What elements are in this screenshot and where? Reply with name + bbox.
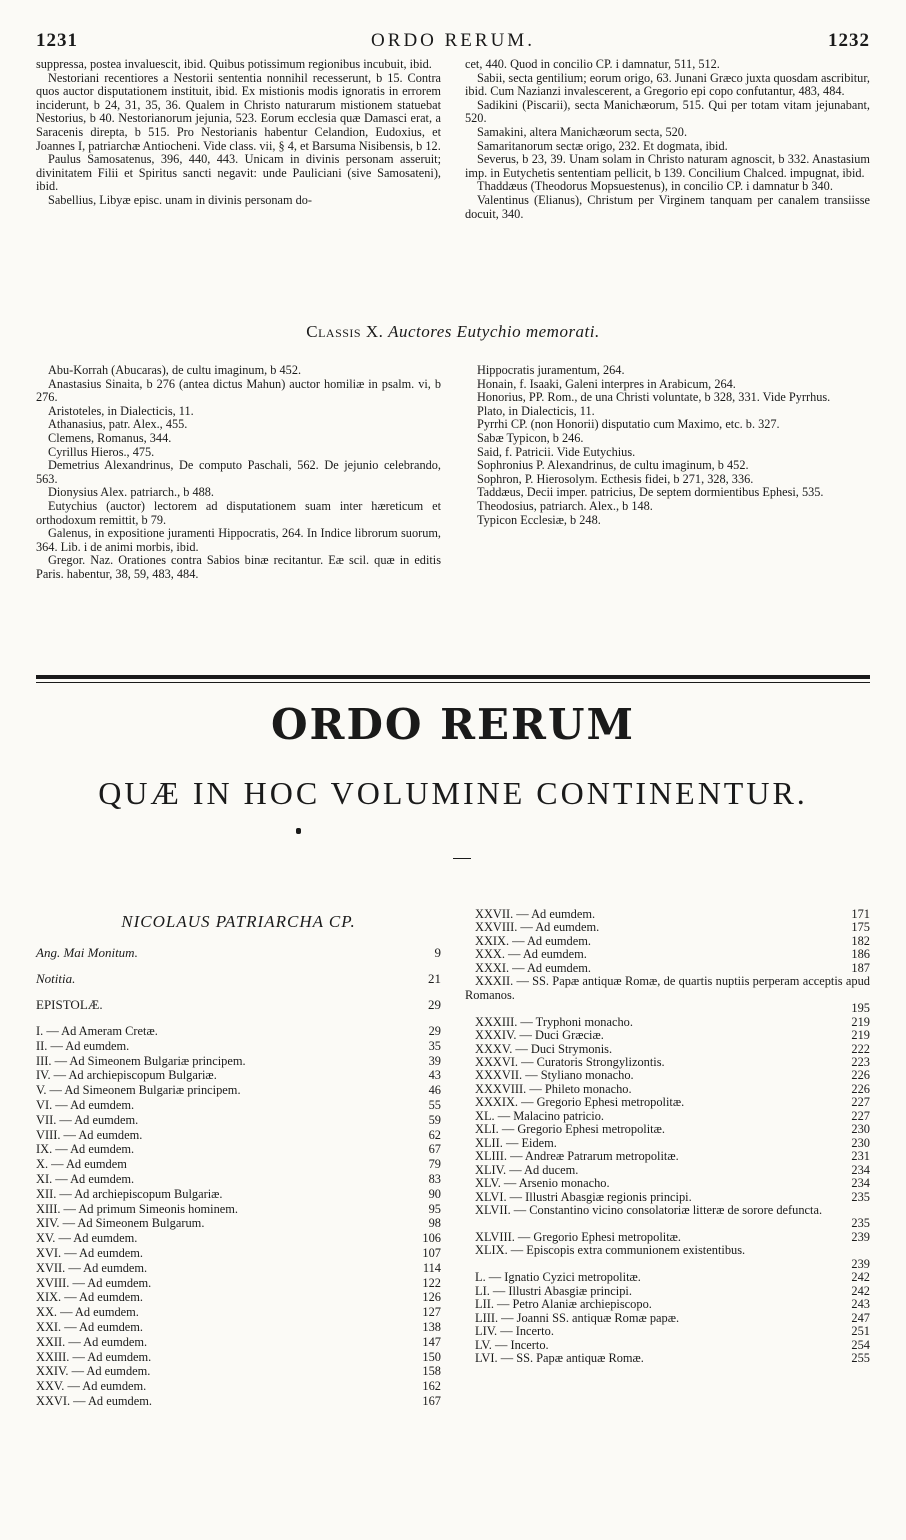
toc-entry-label: XLII. — Eidem. bbox=[475, 1135, 557, 1150]
toc-entry-page: 254 bbox=[851, 1337, 870, 1352]
toc-entry-page: 107 bbox=[422, 1245, 441, 1260]
toc-entry bbox=[36, 1187, 441, 1202]
index-entry: Thaddæus (Theodorus Mopsuestenus), in concilio CP. i damnatur b 340. bbox=[477, 179, 833, 194]
toc-entry bbox=[465, 1069, 870, 1082]
toc-entry bbox=[465, 1325, 870, 1338]
toc-entry bbox=[36, 1379, 441, 1394]
toc-entry-label: XXVII. — Ad eumdem. bbox=[475, 907, 596, 921]
author-entry: Dionysius Alex. patriarch., b 488. bbox=[48, 485, 214, 500]
toc-entry-label: XLIII. — Andreæ Patrarum metropolitæ. bbox=[475, 1149, 679, 1164]
toc-entry bbox=[465, 1298, 870, 1311]
toc-entry bbox=[36, 1128, 441, 1143]
toc-entry-label: XI. — Ad eumdem. bbox=[36, 1171, 135, 1186]
toc-entry bbox=[36, 1142, 441, 1157]
toc-entry bbox=[36, 940, 441, 966]
toc-entry bbox=[36, 1276, 441, 1291]
toc-entry-label: XXXIII. — Tryphoni monacho. bbox=[475, 1014, 633, 1029]
toc-entry-label: XXXVI. — Curatoris Strongylizontis. bbox=[475, 1054, 665, 1069]
toc-entry-page: 9 bbox=[434, 945, 441, 960]
toc-entry-page: 158 bbox=[422, 1364, 441, 1379]
author-entry: Eutychius (auctor) lectorem ad disputationem suam inter hæreticum et orthodoxum remittit, b 79. bbox=[36, 498, 441, 527]
author-entry: Taddæus, Decii imper. patricius, De septem dormientibus Ephesi, 535. bbox=[477, 485, 824, 500]
toc-entry-page: 167 bbox=[422, 1393, 441, 1408]
toc-entry-label: XLV. — Arsenio monacho. bbox=[475, 1176, 610, 1191]
toc-entry bbox=[465, 1339, 870, 1352]
toc-entry bbox=[465, 921, 870, 934]
toc-entry-page: 147 bbox=[422, 1334, 441, 1349]
toc-entry-page: 62 bbox=[428, 1127, 441, 1142]
toc-entry-page: 59 bbox=[428, 1112, 441, 1127]
toc-entry-label: I. — Ad Ameram Cretæ. bbox=[36, 1024, 158, 1038]
toc-entry bbox=[36, 1246, 441, 1261]
running-title: ORDO RERUM. bbox=[371, 30, 535, 51]
toc-entry-page: 186 bbox=[851, 947, 870, 962]
classis-label: Classis X. bbox=[306, 322, 384, 341]
toc-entry-label: V. — Ad Simeonem Bulgariæ principem. bbox=[36, 1083, 241, 1098]
toc-entry bbox=[36, 1320, 441, 1335]
author-entry: Demetrius Alexandrinus, De computo Paschali, 562. De jejunio celebrando, 563. bbox=[36, 458, 441, 486]
section-divider-thick bbox=[36, 675, 870, 679]
toc-entry-page: 247 bbox=[851, 1310, 870, 1325]
toc-entry-label: XXIX. — Ad eumdem. bbox=[475, 933, 591, 948]
section-divider-thin bbox=[36, 682, 870, 683]
toc-entry-label: XVII. — Ad eumdem. bbox=[36, 1260, 148, 1275]
toc-entry-label: XLVIII. — Gregorio Ephesi metropolitæ. bbox=[475, 1229, 682, 1244]
toc-entry-label: XXXIX. — Gregorio Ephesi metropolitæ. bbox=[475, 1095, 685, 1110]
toc-entry bbox=[465, 962, 870, 975]
toc-entry bbox=[36, 1202, 441, 1217]
author-entry: Anastasius Sinaita, b 276 (antea dictus Mahun) auctor homiliæ in psalm. vi, b 276. bbox=[36, 376, 441, 405]
toc-entry bbox=[465, 1231, 870, 1244]
toc-entry bbox=[36, 1394, 441, 1409]
author-entry: Sophron, P. Hierosolym. Ecthesis fidei, b 271, 328, 336. bbox=[477, 471, 754, 486]
toc-entry-page: 46 bbox=[428, 1083, 441, 1098]
toc-entry-page: 227 bbox=[851, 1108, 870, 1123]
toc-entry-page: 227 bbox=[851, 1095, 870, 1110]
toc-entry-label: XXIV. — Ad eumdem. bbox=[36, 1364, 151, 1379]
index-entry: Sabellius, Libyæ episc. unam in divinis personam do- bbox=[48, 192, 313, 207]
toc-entry-label: XX. — Ad eumdem. bbox=[36, 1305, 139, 1320]
toc-entry-wrapped bbox=[465, 975, 870, 1002]
toc-entry-label: XL. — Malacino patricio. bbox=[475, 1108, 605, 1123]
toc-entry-label: LII. — Petro Alaniæ archiepiscopo. bbox=[475, 1297, 652, 1312]
toc-entry-page: 35 bbox=[428, 1038, 441, 1053]
toc-entry-label: LVI. — SS. Papæ antiquæ Romæ. bbox=[475, 1350, 644, 1365]
author-entry: Typicon Ecclesiæ, b 248. bbox=[477, 512, 601, 527]
toc-entry-label: XXXVIII. — Phileto monacho. bbox=[475, 1081, 632, 1096]
toc-entry bbox=[465, 1164, 870, 1177]
toc-entry-page: 231 bbox=[851, 1149, 870, 1164]
toc-entry bbox=[465, 1056, 870, 1069]
toc-entry-label: VI. — Ad eumdem. bbox=[36, 1097, 135, 1112]
author-entry: Gregor. Naz. Orationes contra Sabios binæ recitantur. Eæ scil. quæ in editis Paris. habentur, 38, 59, 483, 484. bbox=[36, 553, 441, 581]
author-entry: Athanasius, patr. Alex., 455. bbox=[48, 417, 188, 432]
toc-entry-page: 239 bbox=[851, 1256, 870, 1271]
toc-entry bbox=[36, 1350, 441, 1365]
toc-entry bbox=[465, 935, 870, 948]
toc-entry bbox=[465, 1177, 870, 1190]
index-entry: Samakini, altera Manichæorum secta, 520. bbox=[477, 124, 688, 139]
main-subtitle: QUÆ IN HOC VOLUMINE CONTINENTUR. bbox=[98, 775, 808, 811]
toc-entry-label: II. — Ad eumdem. bbox=[36, 1038, 130, 1053]
toc-entry bbox=[465, 1110, 870, 1123]
toc-entry-label: XXI. — Ad eumdem. bbox=[36, 1319, 144, 1334]
toc-entry bbox=[36, 1231, 441, 1246]
toc-entry bbox=[36, 1083, 441, 1098]
toc-entry-label: Notitia. bbox=[36, 971, 76, 986]
toc-entry-page: 21 bbox=[428, 971, 441, 986]
toc-entry-page-line bbox=[465, 1258, 870, 1271]
author-entry: Cyrillus Hieros., 475. bbox=[48, 444, 155, 459]
author-entry: Hippocratis juramentum, 264. bbox=[477, 363, 625, 377]
toc-right-column bbox=[465, 908, 870, 1409]
author-entry: Galenus, in expositione juramenti Hippocratis, 264. In Indice librorum suorum, 364. Lib. i de animi morbis, ibid. bbox=[36, 526, 441, 554]
toc-entry bbox=[36, 1113, 441, 1128]
author-entry: Sophronius P. Alexandrinus, de cultu imaginum, b 452. bbox=[477, 458, 749, 473]
toc-entry bbox=[36, 1172, 441, 1187]
toc-entry bbox=[465, 1029, 870, 1042]
toc-entry-page: 182 bbox=[851, 933, 870, 948]
toc-entry-label: LIII. — Joanni SS. antiquæ Romæ papæ. bbox=[475, 1310, 680, 1325]
toc-entry-page: 219 bbox=[851, 1014, 870, 1029]
toc-entry-label: L. — Ignatio Cyzici metropolitæ. bbox=[475, 1270, 641, 1285]
toc-entry-page: 243 bbox=[851, 1297, 870, 1312]
author-entry: Pyrrhi CP. (non Honorii) disputatio cum Maximo, etc. b. 327. bbox=[477, 417, 780, 432]
table-of-contents bbox=[36, 908, 870, 1409]
toc-entry-page: 29 bbox=[428, 1024, 441, 1038]
toc-entry-page: 55 bbox=[428, 1097, 441, 1112]
index-entry: Sabii, secta gentilium; eorum origo, 63. Junani Græco juxta quosdam ascribitur, ibid. Cum Nazianzi invalescerent, a Gregorio epi copo confutantur, 483, 484. bbox=[465, 70, 870, 99]
index-entry: cet, 440. Quod in concilio CP. i damnatur, 511, 512. bbox=[465, 57, 720, 71]
toc-entry bbox=[465, 1312, 870, 1325]
toc-entry bbox=[36, 1290, 441, 1305]
toc-entry-label: LI. — Illustri Abasgiæ principi. bbox=[475, 1283, 632, 1298]
column-number-left: 1231 bbox=[36, 30, 78, 51]
author-entry: Abu-Korrah (Abucaras), de cultu imaginum, b 452. bbox=[48, 363, 302, 377]
toc-entry-page: 234 bbox=[851, 1162, 870, 1177]
toc-entry-label: Ang. Mai Monitum. bbox=[36, 945, 138, 960]
top-right-column bbox=[465, 58, 870, 221]
toc-entry bbox=[465, 1137, 870, 1150]
author-entry: Plato, in Dialecticis, 11. bbox=[477, 403, 595, 418]
author-entry: Honorius, PP. Rom., de una Christi voluntate, b 328, 331. Vide Pyrrhus. bbox=[477, 390, 831, 405]
toc-entry-text: XXXII. — SS. Papæ antiquæ Romæ, de quartis nuptiis perperam acceptis apud Romanos. bbox=[465, 974, 870, 1002]
author-entry: Honain, f. Isaaki, Galeni interpres in Arabicum, 264. bbox=[477, 376, 736, 391]
toc-entry bbox=[465, 1285, 870, 1298]
toc-entry-wrapped bbox=[465, 1244, 870, 1257]
ornament-dash bbox=[453, 858, 471, 859]
toc-entry-label: XIV. — Ad Simeonem Bulgarum. bbox=[36, 1216, 205, 1231]
toc-entry bbox=[465, 1123, 870, 1136]
toc-entry-page: 235 bbox=[851, 1216, 870, 1231]
toc-entry-label: XXII. — Ad eumdem. bbox=[36, 1334, 148, 1349]
toc-entry bbox=[36, 1216, 441, 1231]
toc-entry-page: 98 bbox=[428, 1216, 441, 1231]
toc-entry-page: 223 bbox=[851, 1054, 870, 1069]
toc-entry-page: 230 bbox=[851, 1122, 870, 1137]
toc-entry-label: XXVIII. — Ad eumdem. bbox=[475, 920, 600, 935]
toc-entry-page: 187 bbox=[851, 960, 870, 975]
toc-entry bbox=[36, 992, 441, 1018]
toc-entry bbox=[36, 966, 441, 992]
top-left-column bbox=[36, 58, 441, 221]
toc-entry-label: XV. — Ad eumdem. bbox=[36, 1231, 138, 1246]
toc-entry bbox=[36, 1157, 441, 1172]
toc-entry-page: 29 bbox=[428, 997, 441, 1012]
toc-entry-page: 235 bbox=[851, 1189, 870, 1204]
toc-entry-page: 67 bbox=[428, 1142, 441, 1157]
toc-entry-page: 90 bbox=[428, 1186, 441, 1201]
toc-entry-label: VII. — Ad eumdem. bbox=[36, 1112, 139, 1127]
authors-section bbox=[36, 364, 870, 582]
index-entry: Sadikini (Piscarii), secta Manichæorum, 515. Qui per totam vitam jejunabant, 520. bbox=[465, 97, 870, 126]
index-entry: suppressa, postea invaluescit, ibid. Quibus potissimum regionibus incubuit, ibid. bbox=[36, 57, 432, 71]
toc-entry-label: XVI. — Ad eumdem. bbox=[36, 1245, 144, 1260]
toc-entry-label: XLIV. — Ad ducem. bbox=[475, 1162, 579, 1177]
toc-entry bbox=[465, 1271, 870, 1284]
toc-entry-label: XXXV. — Duci Strymonis. bbox=[475, 1041, 613, 1056]
top-index-section bbox=[36, 58, 870, 221]
toc-entry-page: 126 bbox=[422, 1290, 441, 1305]
author-entry: Clemens, Romanus, 344. bbox=[48, 430, 172, 445]
toc-entry-label: XII. — Ad archiepiscopum Bulgariæ. bbox=[36, 1186, 223, 1201]
toc-entry-label: XIX. — Ad eumdem. bbox=[36, 1290, 144, 1305]
toc-entry-label: VIII. — Ad eumdem. bbox=[36, 1127, 143, 1142]
author-entry: Said, f. Patricii. Vide Eutychius. bbox=[477, 444, 636, 459]
toc-entry-page-line bbox=[465, 1217, 870, 1230]
toc-entry bbox=[465, 1150, 870, 1163]
toc-entry-label: XXXVII. — Styliano monacho. bbox=[475, 1068, 634, 1083]
toc-entry-page: 242 bbox=[851, 1270, 870, 1285]
toc-entry bbox=[36, 1054, 441, 1069]
toc-entry-page: 83 bbox=[428, 1171, 441, 1186]
author-entry: Aristoteles, in Dialecticis, 11. bbox=[48, 403, 194, 418]
toc-entry-page: 255 bbox=[851, 1350, 870, 1365]
index-entry: Samaritanorum sectæ origo, 232. Et dogmata, ibid. bbox=[477, 138, 728, 153]
toc-entry-page: 106 bbox=[422, 1231, 441, 1246]
toc-entry-label: XLI. — Gregorio Ephesi metropolitæ. bbox=[475, 1122, 665, 1137]
toc-entry-label: XXXI. — Ad eumdem. bbox=[475, 960, 591, 975]
toc-entry-page: 226 bbox=[851, 1081, 870, 1096]
author-entry: Sabæ Typicon, b 246. bbox=[477, 430, 584, 445]
toc-entry-label: XIII. — Ad primum Simeonis hominem. bbox=[36, 1201, 239, 1216]
toc-entry-page: 226 bbox=[851, 1068, 870, 1083]
classis-heading bbox=[0, 322, 906, 342]
toc-entry bbox=[465, 1352, 870, 1365]
toc-entry-wrapped bbox=[465, 1204, 870, 1217]
toc-entry-label: XVIII. — Ad eumdem. bbox=[36, 1275, 152, 1290]
toc-entry-label: XXXIV. — Duci Græciæ. bbox=[475, 1028, 604, 1043]
toc-entry bbox=[465, 1083, 870, 1096]
toc-entry-page: 79 bbox=[428, 1157, 441, 1172]
toc-entry-page: 162 bbox=[422, 1379, 441, 1394]
toc-entry bbox=[465, 1191, 870, 1204]
toc-entry-label: XLVI. — Illustri Abasgiæ regionis principi. bbox=[475, 1189, 692, 1204]
toc-entry-label: LV. — Incerto. bbox=[475, 1337, 549, 1352]
toc-entry-page-line bbox=[465, 1002, 870, 1015]
toc-entry bbox=[465, 1096, 870, 1109]
toc-entry-page: 175 bbox=[851, 920, 870, 935]
toc-entry bbox=[36, 1305, 441, 1320]
authors-right-column bbox=[465, 364, 870, 582]
toc-entry bbox=[36, 1364, 441, 1379]
toc-entry bbox=[36, 1068, 441, 1083]
authors-left-column bbox=[36, 364, 441, 582]
toc-entry-label: XXVI. — Ad eumdem. bbox=[36, 1393, 152, 1408]
toc-author-heading: NICOLAUS PATRIARCHA CP. bbox=[121, 912, 356, 931]
toc-entry-label: IV. — Ad archiepiscopum Bulgariæ. bbox=[36, 1068, 217, 1083]
index-entry: Severus, b 23, 39. Unam solam in Christo naturam agnoscit, b 332. Anastasium imp. in Eutychetis sententiam pellicit, b 139. Concilium Chalced. impugnat, ibid. bbox=[465, 152, 870, 180]
toc-entry bbox=[465, 948, 870, 961]
main-title: ORDO RERUM bbox=[270, 700, 636, 749]
toc-entry-page: 150 bbox=[422, 1349, 441, 1364]
ornament-dot bbox=[296, 828, 301, 834]
toc-entry bbox=[465, 1043, 870, 1056]
toc-entry bbox=[36, 1335, 441, 1350]
column-number-right: 1232 bbox=[828, 30, 870, 51]
toc-entry-label: EPISTOLÆ. bbox=[36, 997, 103, 1012]
toc-entry-page: 234 bbox=[851, 1176, 870, 1191]
toc-entry bbox=[36, 1039, 441, 1054]
index-entry: Valentinus (Elianus), Christum per Virginem tanquam per canalem transiisse docuit, 340. bbox=[465, 192, 870, 221]
toc-entry bbox=[36, 1261, 441, 1276]
toc-entry bbox=[465, 1016, 870, 1029]
toc-entry-label: IX. — Ad eumdem. bbox=[36, 1142, 135, 1157]
toc-entry-page: 195 bbox=[851, 1001, 870, 1016]
toc-entry-page: 242 bbox=[851, 1283, 870, 1298]
toc-entry-label: X. — Ad eumdem bbox=[36, 1157, 127, 1172]
toc-entry-page: 127 bbox=[422, 1305, 441, 1320]
toc-entry-page: 95 bbox=[428, 1201, 441, 1216]
toc-entry-page: 43 bbox=[428, 1068, 441, 1083]
toc-entry-page: 39 bbox=[428, 1053, 441, 1068]
toc-entry-label: XXIII. — Ad eumdem. bbox=[36, 1349, 152, 1364]
toc-entry-label: LIV. — Incerto. bbox=[475, 1324, 554, 1339]
toc-entry-page: 114 bbox=[422, 1260, 441, 1275]
toc-entry-page: 122 bbox=[422, 1275, 441, 1290]
toc-entry bbox=[36, 1098, 441, 1113]
toc-entry-label: XXX. — Ad eumdem. bbox=[475, 947, 587, 962]
toc-entry-page: 219 bbox=[851, 1028, 870, 1043]
toc-entry-page: 251 bbox=[851, 1324, 870, 1339]
toc-entry bbox=[465, 908, 870, 921]
toc-entry-text: XLVII. — Constantino vicino consolatoriæ litteræ de sorore defuncta. bbox=[475, 1202, 823, 1217]
index-entry: Paulus Samosatenus, 396, 440, 443. Unicam in divinis personam asseruit; divinitatem Filii et Spiritus sancti negavit: unde Pauliciani (sive Samosateni), ibid. bbox=[36, 152, 441, 194]
author-entry: Theodosius, patriarch. Alex., b 148. bbox=[477, 498, 653, 513]
toc-entry-label: XXV. — Ad eumdem. bbox=[36, 1379, 147, 1394]
toc-entry-page: 138 bbox=[422, 1319, 441, 1334]
toc-entry-label: III. — Ad Simeonem Bulgariæ principem. bbox=[36, 1053, 246, 1068]
toc-entry-page: 171 bbox=[851, 907, 870, 921]
toc-entry bbox=[36, 1024, 441, 1039]
classis-title: Auctores Eutychio memorati. bbox=[388, 322, 600, 341]
toc-entry-page: 230 bbox=[851, 1135, 870, 1150]
toc-entry-text: XLIX. — Episcopis extra communionem existentibus. bbox=[475, 1243, 746, 1258]
toc-entry-page: 239 bbox=[851, 1229, 870, 1244]
toc-entry-page: 222 bbox=[851, 1041, 870, 1056]
index-entry: Nestoriani recentiores a Nestorii sententia nonnihil recesserunt, b 15. Contra quos auctor disputationem instituit, ibid. Ex mistionis modis ignoratis in errorem inciderunt, b 24, 31, 35, 36. Qualem in Christo naturarum mistionem statuebat Nestorius, b 40. Nestorianorum jejunia, 523. Eorum ecclesia quæ Damasci erat, a Saracenis direpta, b 515. Pro Nestorianis habentur Celandion, Eudoxius, et Joannes I, patriarchæ Antiocheni. Vide class. vii, § 4, et Barsuma Nisibensis, b 12. bbox=[36, 70, 441, 153]
toc-left-column bbox=[36, 908, 441, 1409]
running-head bbox=[36, 30, 870, 56]
